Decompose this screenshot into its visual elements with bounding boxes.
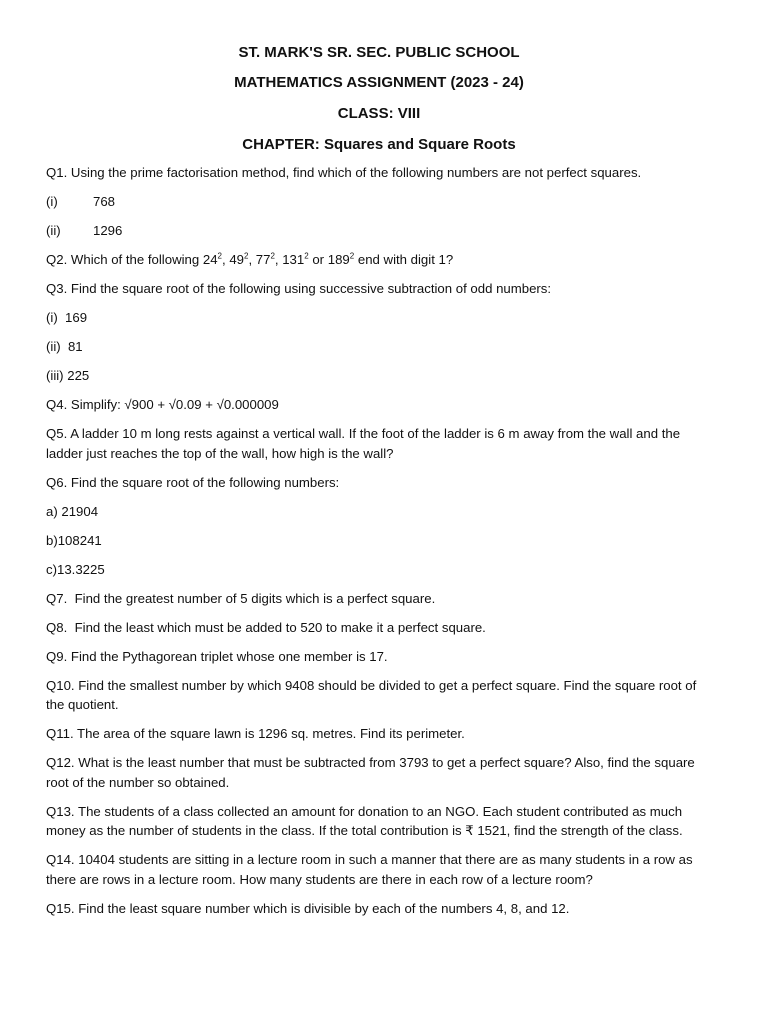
chapter-title: CHAPTER: Squares and Square Roots [242,136,516,153]
term-base: 24 [202,252,218,267]
q6-option-c: c)13.3225 [46,561,105,577]
q3-option-1: (i) 169 [46,310,88,325]
question-7: Q7. Find the greatest number of 5 digits which is a perfect square. [46,590,436,606]
question-14: Q14. 10404 students are sitting in a lecture room in such a manner that there are as many students in a row as there are rows in a lecture room. How many students are there in each row of a lecture room? [46,852,693,887]
q3-option-3: (iii) 225 [46,368,90,383]
question-10: Q10. Find the smallest number by which 9408 should be divided to get a perfect square. Find the square root of the quotient. [46,677,697,712]
class-label: CLASS: VIII [337,105,421,122]
q2-term-5 [328,252,354,267]
q1-option-1 [46,192,712,212]
school-name: ST. MARK'S SR. SEC. PUBLIC SCHOOL [238,44,520,61]
question-9: Q9. Find the Pythagorean triplet whose one member is 17. [46,648,388,664]
term-base: 189 [327,252,350,267]
q2-term-3 [256,252,282,267]
term-exponent: 2 [243,251,249,261]
term-base: 77 [255,252,271,267]
term-separator: or [308,252,328,267]
question-1: Q1. Using the prime factorisation method, find which of the following numbers are not perfect squares. [46,165,642,180]
q2-prefix: Q2. Which of the following [46,252,203,267]
question-13: Q13. The students of a class collected an amount for donation to an NGO. Each student contributed as much money as the number of students in the class. If the total contribution is ₹ 1521, find the strength of the class. [46,803,683,838]
question-3: Q3. Find the square root of the following using successive subtraction of odd numbers: [46,281,552,296]
question-6: Q6. Find the square root of the following numbers: [46,474,340,490]
assignment-title: MATHEMATICS ASSIGNMENT (2023 - 24) [234,74,524,91]
question-15: Q15. Find the least square number which is divisible by each of the numbers 4, 8, and 12. [46,900,570,916]
q2-term-2 [229,252,255,267]
q3-option-2: (ii) 81 [46,339,83,354]
term-exponent: 2 [349,251,355,261]
question-5: Q5. A ladder 10 m long rests against a vertical wall. If the foot of the ladder is 6 m away from the wall and the ladder just reaches the top of the wall, how high is the wall? [46,426,681,461]
option-value: 768 [93,194,116,209]
term-separator: , [221,252,230,267]
term-separator: , [248,252,256,267]
question-12: Q12. What is the least number that must be subtracted from 3793 to get a perfect square? Also, find the square root of the number so obtained. [46,755,695,790]
term-base: 131 [282,252,305,267]
q6-option-a: a) 21904 [46,503,99,519]
q1-option-2 [46,221,712,241]
question-11: Q11. The area of the square lawn is 1296 sq. metres. Find its perimeter. [46,726,465,741]
q2-suffix: end with digit 1? [354,252,454,267]
question-8: Q8. Find the least which must be added to 520 to make it a perfect square. [46,619,486,635]
q2-term-4 [282,252,328,267]
q2-term-1 [203,252,229,267]
term-base: 49 [229,252,244,267]
q6-option-b: b)108241 [46,532,102,548]
term-exponent: 2 [270,251,275,261]
question-4: Q4. Simplify: √900 + √0.09 + √0.000009 [46,397,279,412]
option-label: (ii) [46,223,61,238]
option-value: 1296 [93,223,123,238]
term-exponent: 2 [304,251,309,261]
term-exponent: 2 [217,251,222,261]
term-separator: , [274,252,283,267]
question-2 [46,250,712,270]
option-label: (i) [46,194,58,209]
